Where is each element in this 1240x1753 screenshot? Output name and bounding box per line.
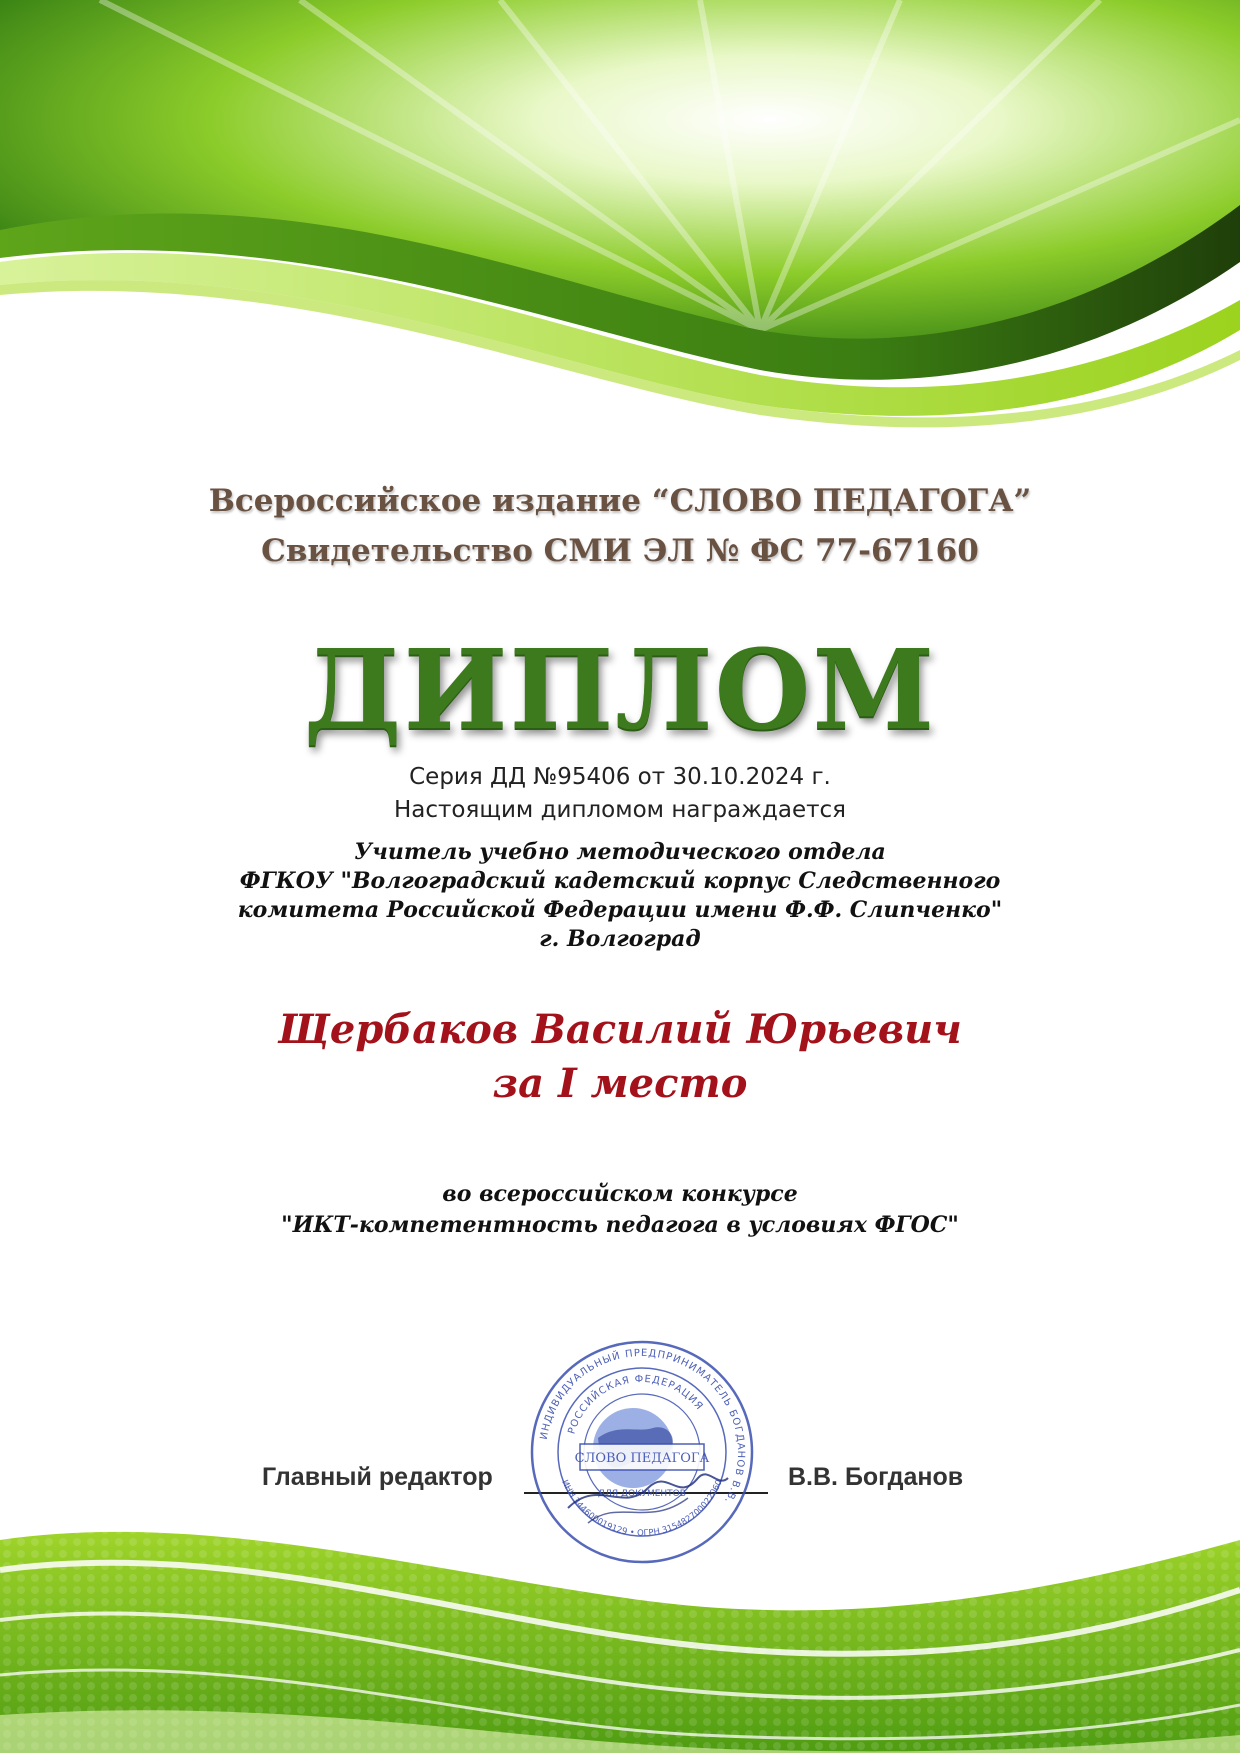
position-line: Учитель учебно методического отдела <box>354 839 886 865</box>
stamp-inner-text: РОССИЙСКАЯ ФЕДЕРАЦИЯ <box>566 1373 705 1436</box>
contest-line-2: "ИКТ-компетентность педагога в условиях ФГОС" <box>281 1212 959 1238</box>
top-decoration <box>0 0 1240 460</box>
recipient-position <box>0 838 1240 954</box>
signature-name: В.В. Богданов <box>788 1463 964 1491</box>
diploma-series: Серия ДД №95406 от 30.10.2024 г. <box>409 764 831 790</box>
awarded-text: Настоящим дипломом награждается <box>393 797 846 823</box>
diploma-title: ДИПЛОМ <box>303 625 937 754</box>
publication-name: Всероссийское издание “СЛОВО ПЕДАГОГА” <box>208 483 1032 519</box>
position-line: ФГКОУ "Волгоградский кадетский корпус Следственного <box>239 868 1001 894</box>
stamp-outer-text: ИНДИВИДУАЛЬНЫЙ ПРЕДПРИНИМАТЕЛЬ БОГДАНОВ В.В. <box>538 1347 747 1506</box>
stamp-center-text: СЛОВО ПЕДАГОГА <box>574 1451 710 1466</box>
contest-info <box>0 1179 1240 1241</box>
stamp-sub-text: ДЛЯ ДОКУМЕНТОВ <box>598 1489 686 1499</box>
recipient-place: за I место <box>492 1060 748 1107</box>
official-stamp <box>528 1338 756 1566</box>
recipient-name: Щербаков Василий Юрьевич <box>278 1006 962 1053</box>
stamp-bottom-text: ИНН 344600019129 • ОГРН 315482700022060 <box>559 1478 725 1539</box>
signature-role: Главный редактор <box>262 1463 493 1491</box>
position-line: комитета Российской Федерации имени Ф.Ф. Слипченко" <box>237 897 1003 923</box>
contest-line-1: во всероссийском конкурсе <box>442 1181 798 1207</box>
publication-license: Свидетельство СМИ ЭЛ № ФС 77-67160 <box>261 533 979 569</box>
position-line: г. Волгоград <box>539 926 701 952</box>
